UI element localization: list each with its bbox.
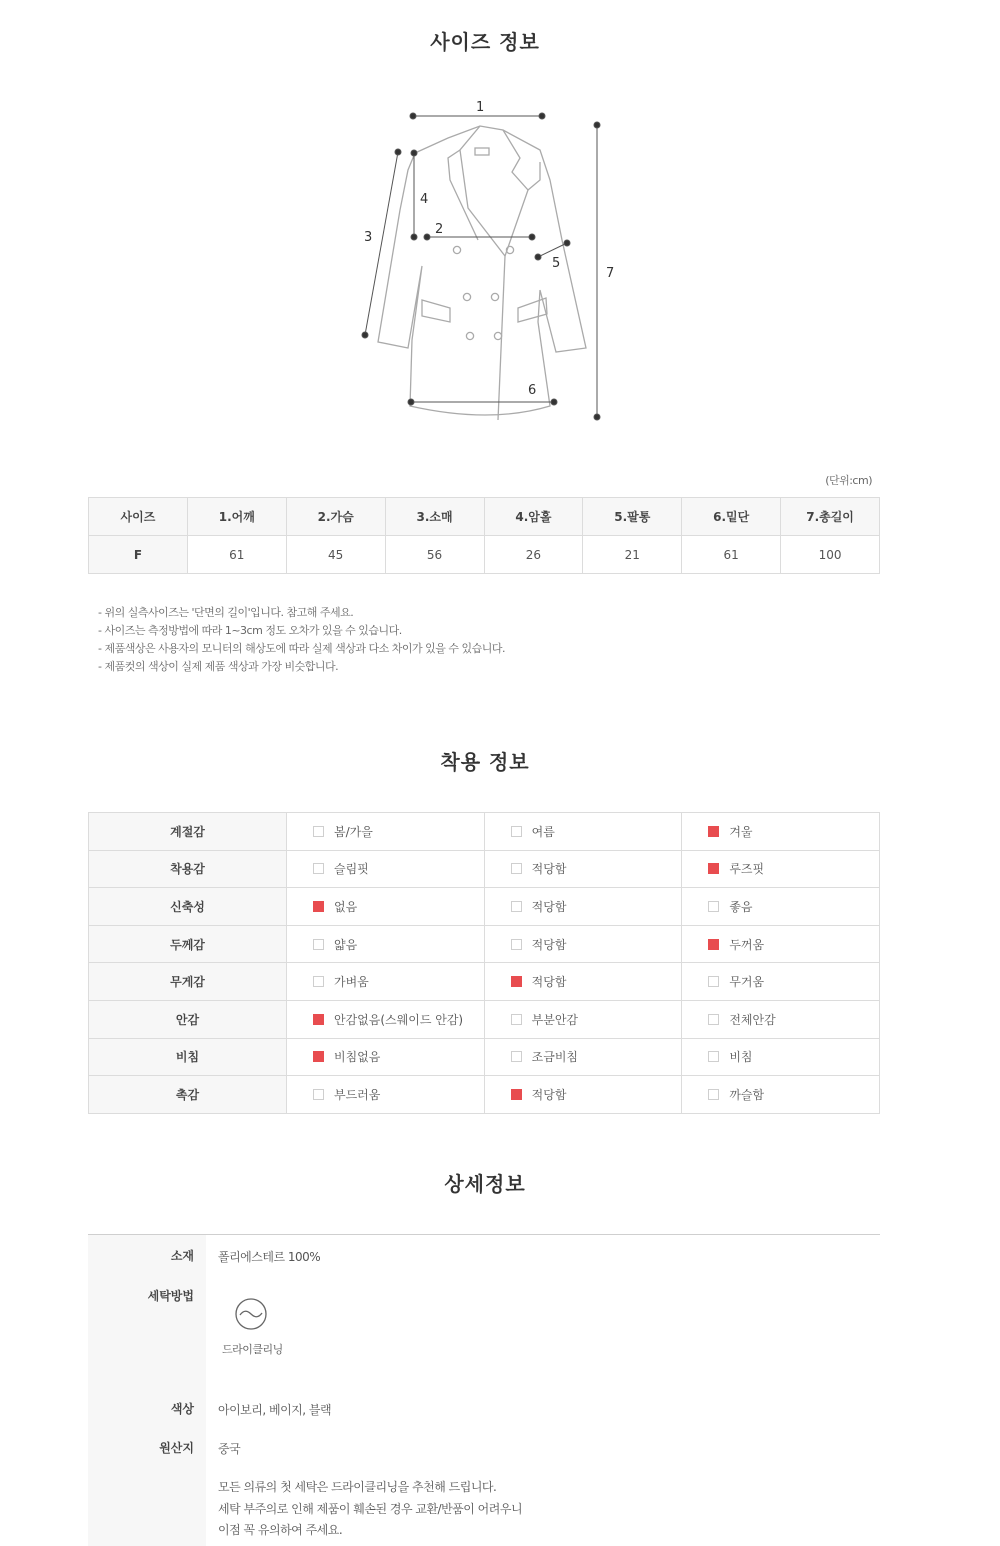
fit-option-label: 까슬함 (729, 1087, 765, 1102)
fit-table (88, 812, 880, 1114)
detail-label-column (88, 1235, 206, 1546)
care-note: 모든 의류의 첫 세탁은 드라이클리닝을 추천해 드립니다. (218, 1480, 497, 1494)
fit-option-label: 적당함 (531, 937, 567, 952)
hem-value: 61 (682, 536, 781, 574)
fit-option (682, 888, 880, 926)
color-value: 아이보리, 베이지, 블랙 (218, 1403, 332, 1417)
fit-row (89, 850, 880, 888)
fit-option-label: 무거움 (729, 975, 765, 990)
fit-option-label: 두꺼움 (729, 937, 765, 952)
checked-box-icon (708, 826, 719, 837)
fit-option (287, 813, 485, 851)
label-1: 1 (476, 100, 485, 115)
note-item: - 사이즈는 측정방법에 따라 1~3cm 정도 오차가 있을 수 있습니다. (98, 624, 402, 637)
fit-row (89, 813, 880, 851)
detail-info-panel (88, 1234, 880, 1546)
unchecked-box-icon (511, 1051, 522, 1062)
fit-category: 계절감 (89, 813, 287, 851)
fit-option-label: 부분안감 (531, 1012, 579, 1027)
fit-row (89, 1038, 880, 1076)
fit-row (89, 963, 880, 1001)
header-shoulder: 1.어깨 (187, 498, 286, 536)
header-length: 7.총길이 (781, 498, 880, 536)
fit-option-label: 없음 (334, 899, 358, 914)
fit-option-label: 루즈핏 (729, 862, 765, 877)
care-note: 세탁 부주의로 인해 제품이 훼손된 경우 교환/반품이 어려우니 (218, 1501, 523, 1516)
unchecked-box-icon (708, 1051, 719, 1062)
fit-option-label: 얇음 (334, 937, 358, 952)
unchecked-box-icon (511, 901, 522, 912)
unchecked-box-icon (313, 1089, 324, 1100)
checked-box-icon (313, 901, 324, 912)
fit-option (682, 850, 880, 888)
origin-label: 원산지 (159, 1441, 194, 1455)
checked-box-icon (511, 976, 522, 987)
unchecked-box-icon (708, 1014, 719, 1025)
unchecked-box-icon (511, 939, 522, 950)
fit-category: 착용감 (89, 850, 287, 888)
unchecked-box-icon (511, 863, 522, 874)
fit-option-label: 부드러움 (334, 1087, 381, 1102)
coat-measurement-diagram (350, 90, 630, 430)
origin-value: 중국 (218, 1442, 241, 1456)
fit-option (682, 813, 880, 851)
fit-row (89, 1000, 880, 1038)
unchecked-box-icon (313, 976, 324, 987)
header-sleeve: 3.소매 (385, 498, 484, 536)
checked-box-icon (708, 863, 719, 874)
fit-option (287, 963, 485, 1001)
fit-row (89, 888, 880, 926)
fit-option-label: 적당함 (531, 899, 567, 914)
fit-option-label: 적당함 (531, 1087, 567, 1102)
shoulder-value: 61 (187, 536, 286, 574)
table-row (89, 536, 880, 574)
size-table-header (89, 498, 880, 536)
header-chest: 2.가슴 (286, 498, 385, 536)
checked-box-icon (708, 939, 719, 950)
note-item: - 제품색상은 사용자의 모니터의 해상도에 따라 실제 색상과 다소 차이가 있을 수 있습니다. (98, 642, 505, 655)
fit-option-label: 조금비침 (531, 1050, 579, 1065)
header-armhole: 4.암홀 (484, 498, 583, 536)
fit-option (484, 1038, 682, 1076)
size-cell: F (89, 536, 188, 574)
size-table (88, 497, 880, 574)
material-label: 소재 (170, 1249, 194, 1263)
label-3: 3 (364, 230, 373, 245)
fit-option (484, 1000, 682, 1038)
fit-option (484, 925, 682, 963)
sleeve-value: 56 (385, 536, 484, 574)
header-size: 사이즈 (89, 498, 188, 536)
unchecked-box-icon (313, 939, 324, 950)
unchecked-box-icon (708, 1089, 719, 1100)
fit-option (484, 1076, 682, 1114)
unchecked-box-icon (511, 1014, 522, 1025)
fit-option-label: 봄/가을 (334, 824, 373, 839)
fit-option-label: 적당함 (531, 975, 567, 990)
fit-option (682, 1000, 880, 1038)
fit-option (287, 925, 485, 963)
note-item: - 위의 실측사이즈는 '단면의 길이'입니다. 참고해 주세요. (98, 606, 354, 619)
header-hem: 6.밑단 (682, 498, 781, 536)
header-cuff: 5.팔통 (583, 498, 682, 536)
fit-option-label: 좋음 (729, 899, 753, 914)
fit-option (287, 1076, 485, 1114)
note-item: - 제품컷의 색상이 실제 제품 색상과 가장 비슷합니다. (98, 660, 339, 673)
fit-option (287, 1000, 485, 1038)
fit-option (682, 1038, 880, 1076)
fit-category: 안감 (89, 1000, 287, 1038)
chest-value: 45 (286, 536, 385, 574)
armhole-value: 26 (484, 536, 583, 574)
fit-row (89, 925, 880, 963)
color-label: 색상 (170, 1402, 194, 1416)
fit-option (484, 963, 682, 1001)
checked-box-icon (313, 1014, 324, 1025)
fit-option (287, 888, 485, 926)
unit-label: (단위:cm) (825, 474, 872, 487)
unchecked-box-icon (708, 901, 719, 912)
fit-info-title: 착용 정보 (440, 750, 530, 774)
fit-option-label: 겨울 (729, 824, 753, 839)
fit-category: 비침 (89, 1038, 287, 1076)
checked-box-icon (511, 1089, 522, 1100)
fit-category: 신축성 (89, 888, 287, 926)
detail-info-title: 상세정보 (444, 1172, 526, 1196)
dry-clean-icon (234, 1297, 268, 1331)
fit-option (682, 1076, 880, 1114)
unchecked-box-icon (511, 826, 522, 837)
unchecked-box-icon (708, 976, 719, 987)
fit-option-label: 여름 (531, 824, 555, 839)
label-2: 2 (435, 222, 444, 237)
fit-row (89, 1076, 880, 1114)
cuff-value: 21 (583, 536, 682, 574)
fit-category: 촉감 (89, 1076, 287, 1114)
fit-option (484, 813, 682, 851)
fit-category: 무게감 (89, 963, 287, 1001)
fit-option-label: 비침없음 (334, 1050, 381, 1065)
care-note: 이점 꼭 유의하여 주세요. (218, 1523, 343, 1537)
fit-option-label: 전체안감 (729, 1012, 776, 1027)
fit-option (287, 850, 485, 888)
fit-option (484, 850, 682, 888)
size-info-title: 사이즈 정보 (430, 30, 540, 54)
fit-option (484, 888, 682, 926)
fit-option (682, 925, 880, 963)
label-5: 5 (552, 256, 561, 271)
fit-option-label: 적당함 (531, 862, 567, 877)
size-notes (98, 604, 505, 676)
wash-method: 드라이클리닝 (222, 1343, 283, 1356)
length-value: 100 (781, 536, 880, 574)
fit-option-label: 안감없음(스웨이드 안감) (334, 1012, 464, 1027)
unchecked-box-icon (313, 826, 324, 837)
wash-label: 세탁방법 (147, 1289, 194, 1303)
fit-option-label: 비침 (729, 1050, 753, 1065)
unchecked-box-icon (313, 863, 324, 874)
fit-option-label: 슬림핏 (334, 862, 369, 877)
fit-option (682, 963, 880, 1001)
material-value: 폴리에스테르 100% (218, 1250, 321, 1264)
fit-option (287, 1038, 485, 1076)
checked-box-icon (313, 1051, 324, 1062)
fit-category: 두께감 (89, 925, 287, 963)
fit-option-label: 가벼움 (334, 975, 369, 990)
label-6: 6 (528, 383, 537, 398)
label-4: 4 (420, 192, 429, 207)
label-7: 7 (606, 266, 615, 281)
care-notes (218, 1477, 522, 1542)
coat-outline (378, 126, 586, 420)
